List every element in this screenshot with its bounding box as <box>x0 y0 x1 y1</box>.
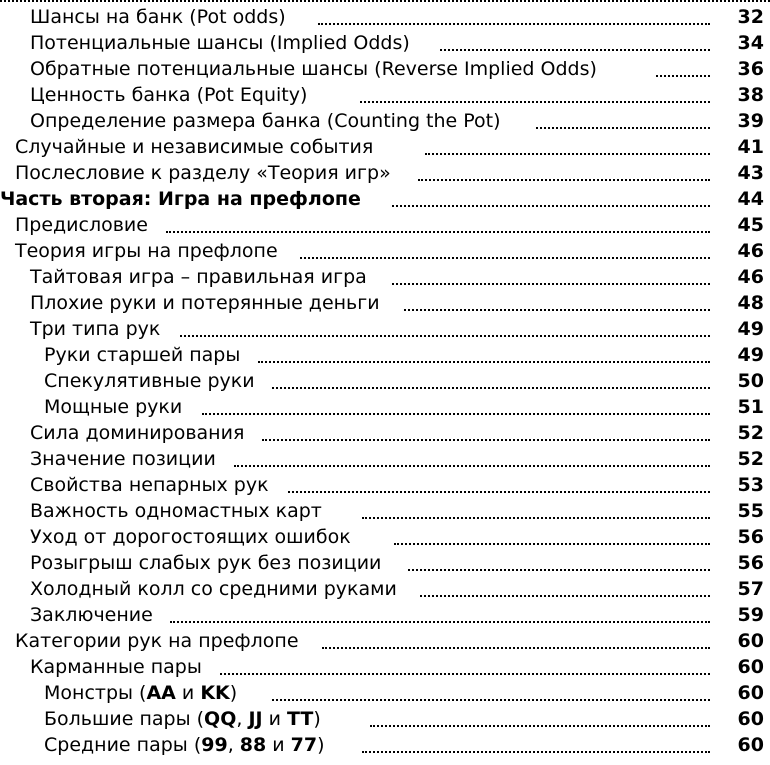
entry-title: Теория игры на префлопе <box>15 240 278 262</box>
separator: и <box>175 682 201 704</box>
page-number: 60 <box>737 630 764 652</box>
entry-title: Мощные руки <box>44 396 183 418</box>
toc-entry[interactable] <box>0 264 770 290</box>
entry-title: Сила доминирования <box>30 422 245 444</box>
page-number: 53 <box>737 474 764 496</box>
page-number: 48 <box>737 292 764 314</box>
toc-part-heading[interactable] <box>0 186 770 212</box>
dot-leader <box>408 569 710 571</box>
page-number: 60 <box>737 656 764 678</box>
entry-title: Плохие руки и потерянные деньги <box>30 292 380 314</box>
toc-entry[interactable] <box>0 394 770 420</box>
dot-leader <box>440 49 710 51</box>
dot-leader <box>362 517 710 519</box>
entry-title <box>44 682 237 704</box>
entry-title-prefix: Средние пары ( <box>44 734 202 756</box>
dot-leader <box>170 621 710 623</box>
toc-entry[interactable] <box>0 654 770 680</box>
separator: и <box>266 734 291 756</box>
entry-title: Заключение <box>30 604 153 626</box>
dot-leader <box>272 387 710 389</box>
entry-title-prefix: Монстры ( <box>44 682 147 704</box>
closing-paren: ) <box>229 682 238 704</box>
entry-title: Категории рук на префлопе <box>15 630 299 652</box>
hand-aa: AA <box>146 682 176 704</box>
dot-leader <box>318 23 710 25</box>
page-number: 45 <box>737 214 764 236</box>
toc-entry[interactable] <box>0 576 770 602</box>
page-number: 56 <box>737 526 764 548</box>
dot-leader <box>258 361 710 363</box>
entry-title: Обратные потенциальные шансы (Reverse Implied Odds) <box>30 58 597 80</box>
page-number: 60 <box>737 734 764 756</box>
toc-entry[interactable] <box>0 212 770 238</box>
dot-leader <box>166 231 710 233</box>
dot-leader <box>272 699 710 701</box>
entry-title: Ценность банка (Pot Equity) <box>30 84 308 106</box>
entry-title-prefix: Большие пары ( <box>44 708 205 730</box>
entry-title: Предисловие <box>15 214 148 236</box>
page-number: 50 <box>737 370 764 392</box>
entry-title: Тайтовая игра – правильная игра <box>30 266 367 288</box>
toc-entry[interactable] <box>0 342 770 368</box>
separator: , <box>236 708 249 730</box>
page-number: 34 <box>737 32 764 54</box>
page-number: 32 <box>737 6 764 28</box>
entry-title: Случайные и независимые события <box>15 136 374 158</box>
hand-77: 77 <box>290 734 318 756</box>
toc-entry[interactable] <box>0 680 770 706</box>
toc-entry[interactable] <box>0 524 770 550</box>
dot-leader <box>370 725 710 727</box>
toc-entry[interactable] <box>0 472 770 498</box>
page-number: 60 <box>737 708 764 730</box>
page-number: 46 <box>737 266 764 288</box>
closing-paren: ) <box>313 708 321 730</box>
entry-title: Свойства непарных рук <box>30 474 269 496</box>
page-number: 44 <box>737 188 764 210</box>
entry-title: Холодный колл со средними руками <box>30 578 397 600</box>
dot-leader <box>425 153 710 155</box>
page-number: 52 <box>737 448 764 470</box>
entry-title: Определение размера банка (Counting the Pot) <box>30 110 501 132</box>
toc-entry[interactable] <box>0 82 770 108</box>
dot-leader <box>392 283 710 285</box>
entry-title: Розыгрыш слабых рук без позиции <box>30 552 382 574</box>
dot-leader <box>420 595 710 597</box>
dot-leader <box>360 101 710 103</box>
toc-entry[interactable] <box>0 56 770 82</box>
toc-entry[interactable] <box>0 420 770 446</box>
entry-title: Спекулятивные руки <box>44 370 255 392</box>
page-number: 38 <box>737 84 764 106</box>
page-number: 46 <box>737 240 764 262</box>
part-title: Часть вторая: Игра на префлопе <box>0 188 361 210</box>
entry-title: Руки старшей пары <box>44 344 241 366</box>
toc-entry[interactable] <box>0 602 770 628</box>
hand-jj: JJ <box>248 708 263 730</box>
entry-title <box>44 708 321 730</box>
toc-entry[interactable] <box>0 368 770 394</box>
dot-leader <box>202 413 710 415</box>
entry-title: Карманные пары <box>30 656 202 678</box>
toc-entry[interactable] <box>0 550 770 576</box>
entry-title: Потенциальные шансы (Implied Odds) <box>30 32 410 54</box>
entry-title: Значение позиции <box>30 448 216 470</box>
page-number: 59 <box>737 604 764 626</box>
dot-leader <box>288 491 710 493</box>
toc-entry[interactable] <box>0 134 770 160</box>
entry-title: Шансы на банк (Pot odds) <box>30 6 286 28</box>
page-number: 49 <box>737 318 764 340</box>
separator: , <box>227 734 240 756</box>
dot-leader <box>220 673 710 675</box>
dot-leader <box>322 647 710 649</box>
toc-entry[interactable] <box>0 160 770 186</box>
dot-leader <box>418 179 710 181</box>
page-number: 56 <box>737 552 764 574</box>
separator: и <box>262 708 288 730</box>
hand-qq: QQ <box>204 708 237 730</box>
dot-leader <box>404 309 710 311</box>
toc-entry[interactable] <box>0 4 770 30</box>
toc-entry[interactable] <box>0 446 770 472</box>
page-number: 60 <box>737 682 764 704</box>
dot-leader <box>362 751 710 753</box>
dot-leader <box>262 439 710 441</box>
entry-title: Послесловие к разделу «Теория игр» <box>15 162 391 184</box>
dot-leader <box>394 543 710 545</box>
page-number: 43 <box>737 162 764 184</box>
toc-entry[interactable] <box>0 238 770 264</box>
page-number: 49 <box>737 344 764 366</box>
page-number: 39 <box>737 110 764 132</box>
closing-paren: ) <box>317 734 325 756</box>
dot-leader <box>234 465 710 467</box>
hand-kk: KK <box>200 682 230 704</box>
entry-title: Важность одномастных карт <box>30 500 322 522</box>
page-number: 52 <box>737 422 764 444</box>
toc-entry[interactable] <box>0 628 770 654</box>
entry-title: Три типа рук <box>30 318 161 340</box>
toc-entry[interactable] <box>0 108 770 134</box>
toc-entry[interactable] <box>0 30 770 56</box>
entry-title <box>44 734 325 756</box>
page-number: 41 <box>737 136 764 158</box>
toc-entry[interactable] <box>0 498 770 524</box>
dot-leader <box>180 335 710 337</box>
page-number: 36 <box>737 58 764 80</box>
dot-leader <box>392 205 710 207</box>
page-number: 55 <box>737 500 764 522</box>
page-number: 51 <box>737 396 764 418</box>
dot-leader <box>656 75 710 77</box>
hand-88: 88 <box>239 734 267 756</box>
toc-entry[interactable] <box>0 316 770 342</box>
hand-tt: TT <box>287 708 314 730</box>
toc-entry[interactable] <box>0 290 770 316</box>
hand-99: 99 <box>201 734 228 756</box>
toc-entry[interactable] <box>0 732 770 758</box>
dot-leader <box>536 127 710 129</box>
entry-title: Уход от дорогостоящих ошибок <box>30 526 351 548</box>
toc-entry[interactable] <box>0 706 770 732</box>
dot-leader <box>300 257 710 259</box>
page-number: 57 <box>737 578 764 600</box>
